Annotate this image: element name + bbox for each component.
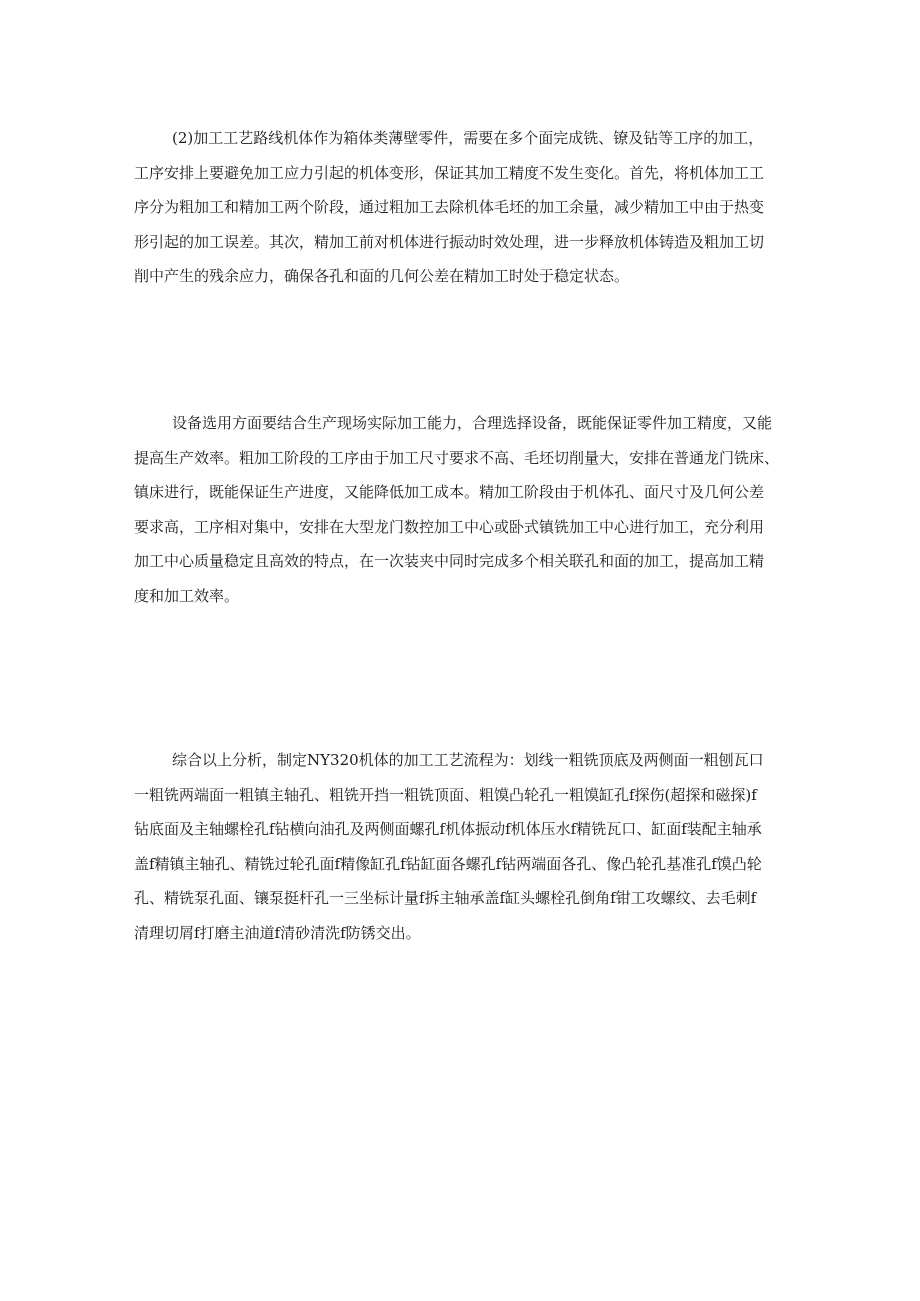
- text-line: 盖f精镇主轴孔、精铣过轮孔面f精像缸孔f钻缸面各螺孔f钻两端面各孔、像凸轮孔基准孔f馍凸轮: [134, 854, 762, 873]
- text-line: 镇床进行，既能保证生产进度，又能降低加工成本。精加工阶段由于机体孔、面尺寸及几何公差: [134, 483, 765, 502]
- text-line: 清理切屑f打磨主油道f清砂清洗f防锈交出。: [134, 923, 421, 942]
- text-line: 形引起的加工误差。其次，精加工前对机体进行振动时效处理，进一步释放机体铸造及粗加工切: [134, 232, 765, 251]
- text-line: 度和加工效率。: [134, 586, 240, 605]
- paragraph-process-route: [134, 121, 789, 294]
- text-line: 加工中心质量稳定且高效的特点，在一次装夹中同时完成多个相关联孔和面的加工，提高加工精: [134, 552, 765, 571]
- text-line: 序分为粗加工和精加工两个阶段，通过粗加工去除机体毛坯的加工余量，减少精加工中由于热变: [134, 198, 765, 217]
- text-line: 工序安排上要避免加工应力引起的机体变形，保证其加工精度不发生变化。首先，将机体加工工: [134, 163, 765, 182]
- text-line: 要求高，工序相对集中，安排在大型龙门数控加工中心或卧式镇铣加工中心进行加工，充分利用: [134, 517, 765, 536]
- text-line: 综合以上分析，制定NY320机体的加工工艺流程为：划线一粗铣顶底及两侧面一粗刨瓦口: [172, 751, 764, 769]
- paragraph-equipment-selection: [134, 406, 789, 614]
- paragraph-process-flow: [134, 743, 789, 951]
- text-line: 提高生产效率。粗加工阶段的工序由于加工尺寸要求不高、毛坯切削量大，安排在普通龙门铣床、: [134, 448, 780, 467]
- text-line: (2)加工工艺路线机体作为箱体类薄壁零件，需要在多个面完成铣、镣及钻等工序的加工，: [172, 129, 764, 147]
- text-line: 设备选用方面要结合生产现场实际加工能力，合理选择设备，既能保证零件加工精度，又能: [172, 414, 773, 432]
- text-line: 一粗铣两端面一粗镇主轴孔、粗铣开挡一粗铣顶面、粗馍凸轮孔一粗馍缸孔f探伤(超探和磁探)f: [134, 785, 757, 804]
- text-line: 孔、精铣泵孔面、镶泵挺杆孔一三坐标计量f拆主轴承盖f缸头螺栓孔倒角f钳工攻螺纹、去毛刺f: [134, 889, 757, 908]
- text-line: 钻底面及主轴螺栓孔f钻横向油孔及两侧面螺孔f机体振动f机体压水f精铣瓦口、缸面f装配主轴承: [134, 820, 762, 839]
- text-line: 削中产生的残余应力，确保各孔和面的几何公差在精加工时处于稳定状态。: [134, 267, 630, 286]
